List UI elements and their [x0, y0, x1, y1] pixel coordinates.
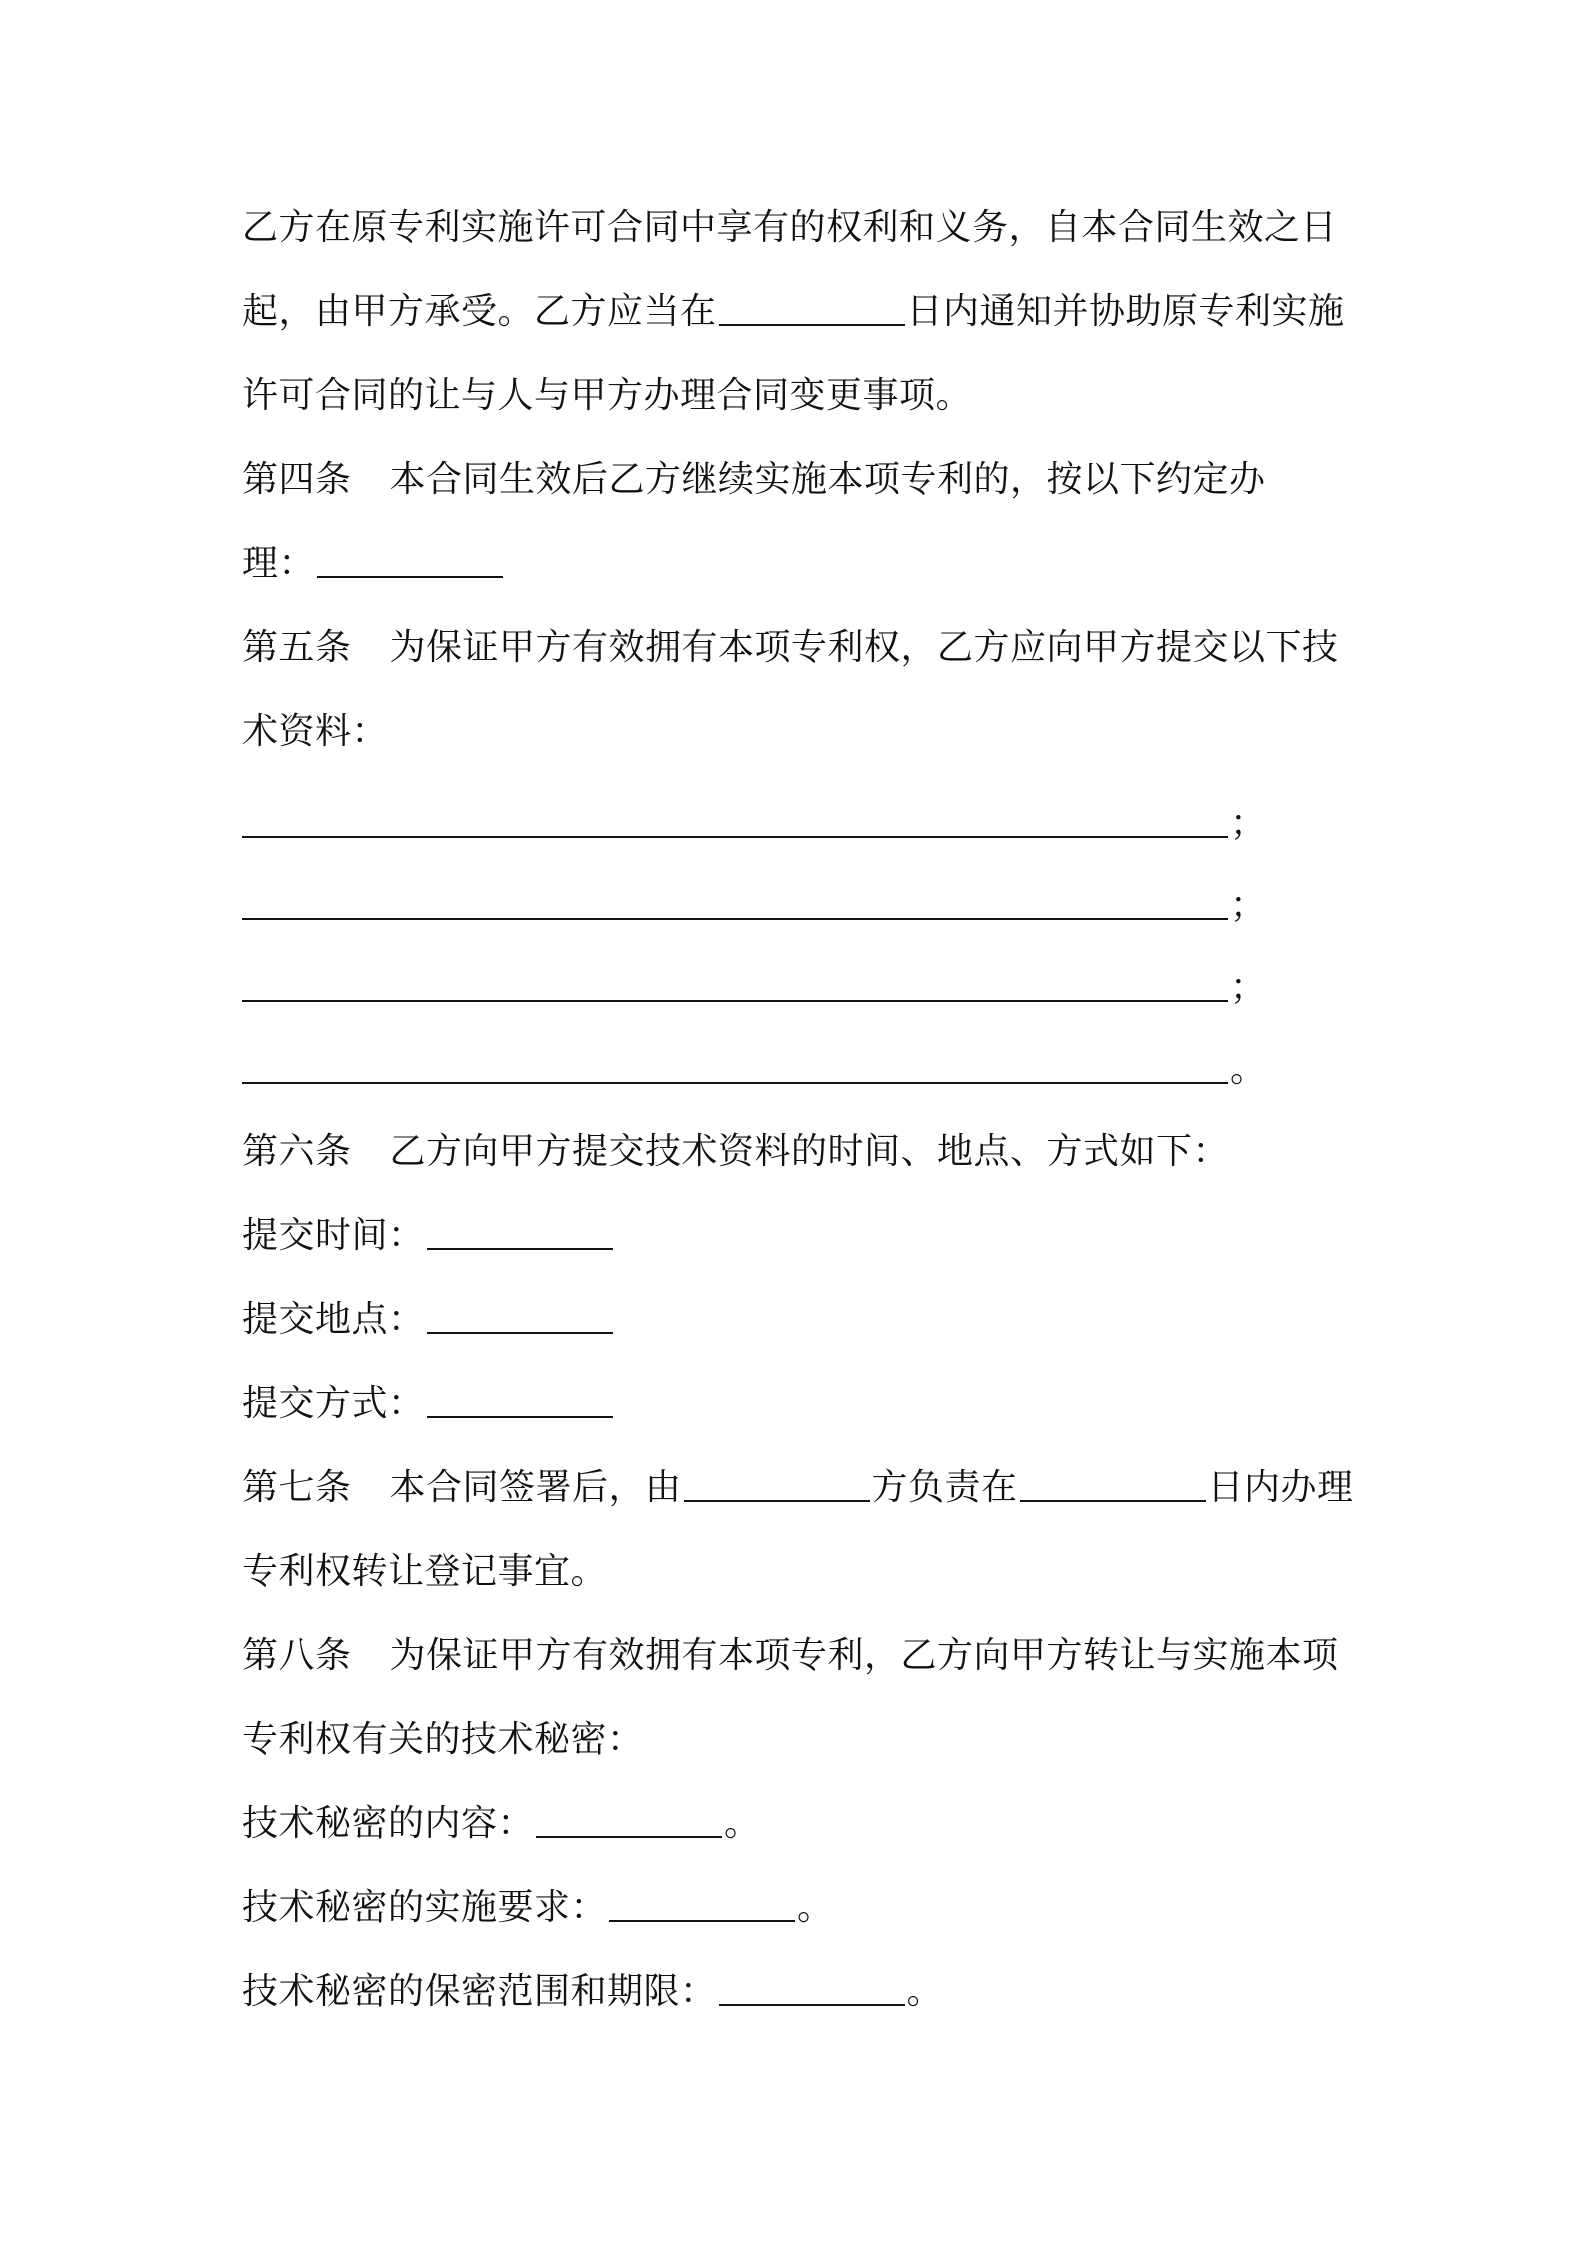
field-label: 技术秘密的实施要求：	[242, 1887, 608, 1928]
article-label: 第六条	[242, 1131, 352, 1172]
paragraph-text: 许可合同的让与人与甲方办理合同变更事项。	[242, 375, 973, 416]
tech-material-line	[242, 876, 1362, 936]
line-end-punct: 。	[797, 1887, 834, 1928]
article-7	[242, 1458, 1362, 1518]
paragraph-text: 专利权有关的技术秘密：	[242, 1719, 644, 1760]
paragraph-text: 为保证甲方有效拥有本项专利权，乙方应向甲方提交以下技	[389, 627, 1339, 668]
tech-material-line	[242, 958, 1362, 1018]
line-end-punct: 。	[906, 1971, 944, 2012]
text-line	[242, 1542, 1362, 1602]
text-line	[242, 1710, 1362, 1770]
text-line	[242, 198, 1362, 258]
article-4	[242, 450, 1362, 510]
fill-blank-time[interactable]	[427, 1206, 613, 1250]
paragraph-text: 起，由甲方承受。乙方应当在	[242, 291, 717, 332]
line-end-punct: ；	[1230, 967, 1267, 1008]
paragraph-text: 日内办理	[1207, 1467, 1354, 1508]
text-line	[242, 534, 1362, 594]
article-label: 第七条	[242, 1467, 352, 1508]
field-label: 提交地点：	[242, 1299, 425, 1340]
text-line	[242, 366, 1362, 426]
paragraph-text: 方负责在	[871, 1467, 1018, 1508]
article-label: 第五条	[242, 627, 352, 668]
paragraph-text: 乙方在原专利实施许可合同中享有的权利和义务，自本合同生效之日	[242, 207, 1338, 248]
fill-blank-scope[interactable]	[719, 1962, 905, 2006]
paragraph-text: 专利权转让登记事宜。	[242, 1551, 608, 1592]
secret-content-line	[242, 1794, 1362, 1854]
fill-blank-place[interactable]	[427, 1290, 613, 1334]
paragraph-text: 为保证甲方有效拥有本项专利，乙方向甲方转让与实施本项	[389, 1635, 1339, 1676]
submit-time-line	[242, 1206, 1362, 1266]
fill-blank-days[interactable]	[719, 282, 905, 326]
paragraph-text: 日内通知并协助原专利实施	[906, 291, 1345, 332]
line-end-punct: 。	[1230, 1049, 1267, 1090]
secret-scope-line	[242, 1962, 1362, 2022]
tech-material-line	[242, 1040, 1362, 1100]
text-line	[242, 702, 1362, 762]
fill-blank-material[interactable]	[242, 876, 1228, 920]
field-label: 技术秘密的内容：	[242, 1803, 535, 1844]
paragraph-text: 乙方向甲方提交技术资料的时间、地点、方式如下：	[389, 1131, 1230, 1172]
fill-blank-material[interactable]	[242, 1040, 1228, 1084]
field-label: 提交时间：	[242, 1215, 425, 1256]
text-line	[242, 282, 1362, 342]
fill-blank-days[interactable]	[1020, 1458, 1206, 1502]
fill-blank-method[interactable]	[427, 1374, 613, 1418]
field-label: 技术秘密的保密范围和期限：	[242, 1971, 717, 2012]
fill-blank-material[interactable]	[242, 794, 1228, 838]
fill-blank-material[interactable]	[242, 958, 1228, 1002]
paragraph-text: 本合同签署后，由	[389, 1467, 682, 1508]
paragraph-text: 本合同生效后乙方继续实施本项专利的，按以下约定办	[389, 459, 1266, 500]
secret-requirement-line	[242, 1878, 1362, 1938]
fill-blank-requirement[interactable]	[609, 1878, 795, 1922]
fill-blank-handling[interactable]	[317, 534, 503, 578]
fill-blank-content[interactable]	[536, 1794, 722, 1838]
article-label: 第八条	[242, 1635, 352, 1676]
line-end-punct: ；	[1230, 803, 1267, 844]
article-label: 第四条	[242, 459, 352, 500]
article-8	[242, 1626, 1362, 1686]
tech-material-line	[242, 794, 1362, 854]
field-label: 提交方式：	[242, 1383, 425, 1424]
paragraph-text: 术资料：	[242, 711, 389, 752]
submit-method-line	[242, 1374, 1362, 1434]
line-end-punct: 。	[724, 1803, 761, 1844]
article-5	[242, 618, 1362, 678]
paragraph-text: 理：	[242, 543, 316, 584]
submit-place-line	[242, 1290, 1362, 1350]
line-end-punct: ；	[1230, 885, 1267, 926]
article-6	[242, 1122, 1362, 1182]
fill-blank-party[interactable]	[684, 1458, 870, 1502]
